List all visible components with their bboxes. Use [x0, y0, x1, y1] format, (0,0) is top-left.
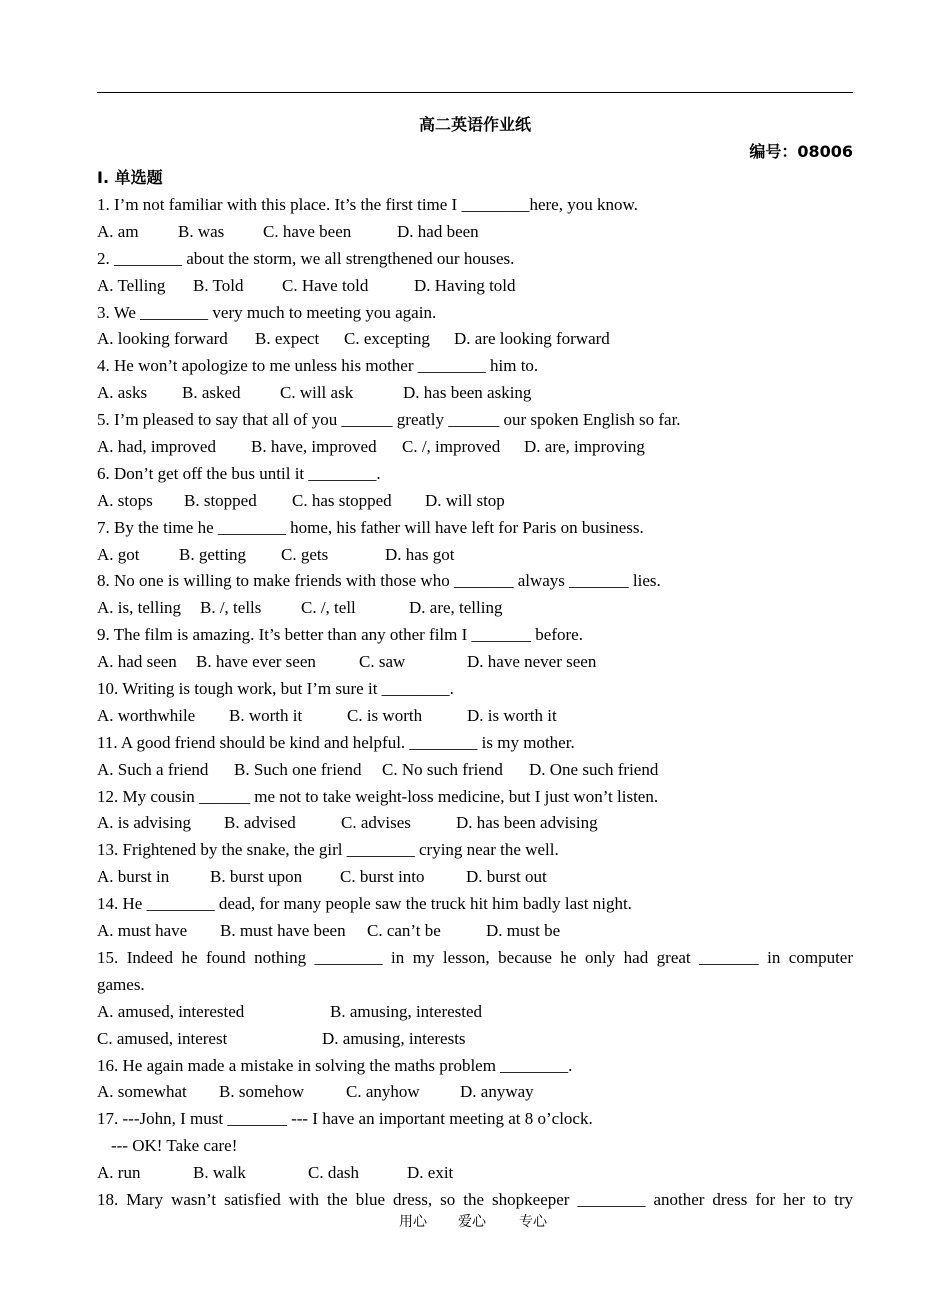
- header-rule: [97, 92, 853, 93]
- answer-option: B. must have been: [220, 921, 346, 941]
- answer-option: D. have never seen: [467, 652, 597, 672]
- answer-option: C. /, improved: [402, 437, 501, 457]
- answer-option: B. advised: [224, 813, 296, 833]
- answer-option: A. asks: [97, 383, 148, 403]
- question-text: 18. Mary wasn’t satisfied with the blue dress, so the shopkeeper ________ another dress for her to try: [97, 1189, 853, 1209]
- answer-options: [97, 380, 853, 407]
- answer-option: C. is worth: [347, 705, 423, 725]
- answer-option: D. amusing, interests: [322, 1028, 466, 1048]
- answer-options: [97, 649, 853, 676]
- answer-option: A. had, improved: [97, 437, 216, 457]
- question-text: 1. I’m not familiar with this place. It’s the first time I ________here, you know.: [97, 195, 638, 214]
- answer-option: C. advises: [341, 813, 411, 833]
- question-text: 5. I’m pleased to say that all of you ______ greatly ______ our spoken English so far.: [97, 410, 681, 430]
- answer-option: A. run: [97, 1163, 141, 1183]
- answer-option: B. asked: [182, 383, 241, 403]
- question-text: 3. We ________ very much to meeting you again.: [97, 302, 437, 322]
- answer-option: A. Telling: [97, 275, 166, 295]
- answer-options: [97, 999, 853, 1026]
- answer-options: [97, 434, 853, 461]
- answer-option: D. are, improving: [524, 437, 645, 457]
- question-text: 16. He again made a mistake in solving the maths problem ________.: [97, 1055, 573, 1075]
- answer-option: A. burst in: [97, 867, 170, 887]
- answer-option: A. got: [97, 544, 140, 564]
- answer-option: D. anyway: [460, 1082, 534, 1102]
- answer-option: D. is worth it: [467, 705, 557, 725]
- question-text: 11. A good friend should be kind and helpful. ________ is my mother.: [97, 732, 575, 752]
- answer-options: [97, 488, 853, 515]
- answer-option: C. has stopped: [292, 490, 392, 510]
- question-text: 4. He won’t apologize to me unless his mother ________ him to.: [97, 356, 539, 376]
- answer-option: D. are, telling: [409, 598, 503, 618]
- page-title: 高二英语作业纸: [418, 115, 531, 134]
- answer-option: B. worth it: [229, 705, 303, 725]
- answer-option: D. will stop: [425, 490, 505, 510]
- answer-option: D. burst out: [466, 867, 547, 887]
- answer-option: B. /, tells: [200, 598, 262, 618]
- answer-option: C. can’t be: [367, 921, 441, 941]
- answer-option: A. had seen: [97, 652, 177, 672]
- answer-options: [97, 864, 853, 891]
- answer-option: D. must be: [486, 921, 561, 941]
- answer-option: A. stops: [97, 490, 153, 510]
- answer-options: [97, 326, 853, 353]
- answer-option: A. worthwhile: [97, 705, 196, 725]
- answer-option: D. Having told: [414, 275, 516, 295]
- answer-option: B. was: [178, 221, 225, 241]
- answer-option: D. has got: [385, 544, 455, 564]
- question-text: 13. Frightened by the snake, the girl ________ crying near the well.: [97, 840, 559, 860]
- answer-options: [97, 1079, 853, 1106]
- footer-word: 用心: [399, 1214, 427, 1230]
- answer-options: [97, 273, 853, 300]
- footer-word: 专心: [519, 1214, 547, 1230]
- answer-option: D. exit: [407, 1163, 454, 1183]
- question-text: 7. By the time he ________ home, his father will have left for Paris on business.: [97, 517, 644, 537]
- question-text: games.: [97, 974, 145, 994]
- answer-option: B. amusing, interested: [330, 1001, 483, 1021]
- answer-option: B. burst upon: [210, 867, 303, 887]
- answer-option: A. is, telling: [97, 598, 182, 618]
- footer: [0, 1212, 950, 1232]
- answer-options: [97, 918, 853, 945]
- answer-option: C. have been: [263, 221, 352, 241]
- answer-option: A. must have: [97, 921, 188, 941]
- answer-option: C. excepting: [344, 329, 430, 349]
- answer-options: [97, 1026, 853, 1053]
- question-text: 12. My cousin ______ me not to take weight-loss medicine, but I just won’t listen.: [97, 786, 659, 806]
- dialogue-reply: --- OK! Take care!: [111, 1136, 238, 1156]
- question-text: 10. Writing is tough work, but I’m sure it ________.: [97, 679, 454, 699]
- question-text: 9. The film is amazing. It’s better than any other film I _______ before.: [97, 625, 583, 645]
- answer-option: C. No such friend: [382, 759, 503, 779]
- answer-option: C. will ask: [280, 383, 354, 403]
- answer-option: C. burst into: [340, 867, 425, 887]
- footer-word: 爱心: [458, 1214, 486, 1230]
- question-text: 8. No one is willing to make friends with those who _______ always _______ lies.: [97, 571, 661, 591]
- answer-option: A. is advising: [97, 813, 191, 833]
- answer-options: [97, 219, 853, 246]
- answer-option: C. amused, interest: [97, 1028, 228, 1048]
- answer-option: C. /, tell: [301, 598, 356, 618]
- answer-option: D. has been advising: [456, 813, 598, 833]
- answer-option: B. Told: [193, 275, 244, 295]
- answer-option: B. have ever seen: [196, 652, 316, 672]
- answer-option: B. stopped: [184, 490, 257, 510]
- answer-option: A. amused, interested: [97, 1001, 245, 1021]
- answer-option: C. dash: [308, 1163, 359, 1183]
- answer-option: A. am: [97, 221, 139, 241]
- answer-option: B. walk: [193, 1163, 246, 1183]
- answer-options: [97, 542, 853, 569]
- question-text: 14. He ________ dead, for many people saw the truck hit him badly last night.: [97, 894, 632, 914]
- answer-options: [97, 595, 853, 622]
- answer-options: [97, 703, 853, 730]
- answer-option: D. had been: [397, 221, 479, 241]
- answer-option: B. have, improved: [251, 437, 377, 457]
- answer-option: C. anyhow: [346, 1082, 420, 1102]
- answer-option: B. getting: [179, 544, 247, 564]
- answer-option: D. are looking forward: [454, 329, 610, 349]
- answer-option: A. Such a friend: [97, 759, 209, 779]
- answer-option: B. Such one friend: [234, 759, 362, 779]
- answer-option: D. One such friend: [529, 759, 659, 779]
- answer-option: C. gets: [281, 544, 329, 564]
- answer-options: [97, 1160, 853, 1187]
- question-text: 2. ________ about the storm, we all strengthened our houses.: [97, 248, 515, 268]
- question-list: [97, 192, 853, 1214]
- answer-option: A. looking forward: [97, 329, 228, 349]
- answer-option: B. somehow: [219, 1082, 304, 1102]
- document-number: 编号：08006: [749, 142, 853, 161]
- question-text: 17. ---John, I must _______ --- I have an important meeting at 8 o’clock.: [97, 1109, 593, 1129]
- question-text: 15. Indeed he found nothing ________ in my lesson, because he only had great _______ in computer: [97, 947, 853, 967]
- answer-option: A. somewhat: [97, 1082, 187, 1102]
- answer-option: C. saw: [359, 652, 406, 672]
- question-text: 6. Don’t get off the bus until it ________.: [97, 463, 381, 483]
- section-title: Ⅰ. 单选题: [97, 168, 163, 187]
- answer-option: B. expect: [255, 329, 320, 349]
- answer-option: D. has been asking: [403, 383, 532, 403]
- answer-option: C. Have told: [282, 275, 369, 295]
- answer-options: [97, 757, 853, 784]
- answer-options: [97, 810, 853, 837]
